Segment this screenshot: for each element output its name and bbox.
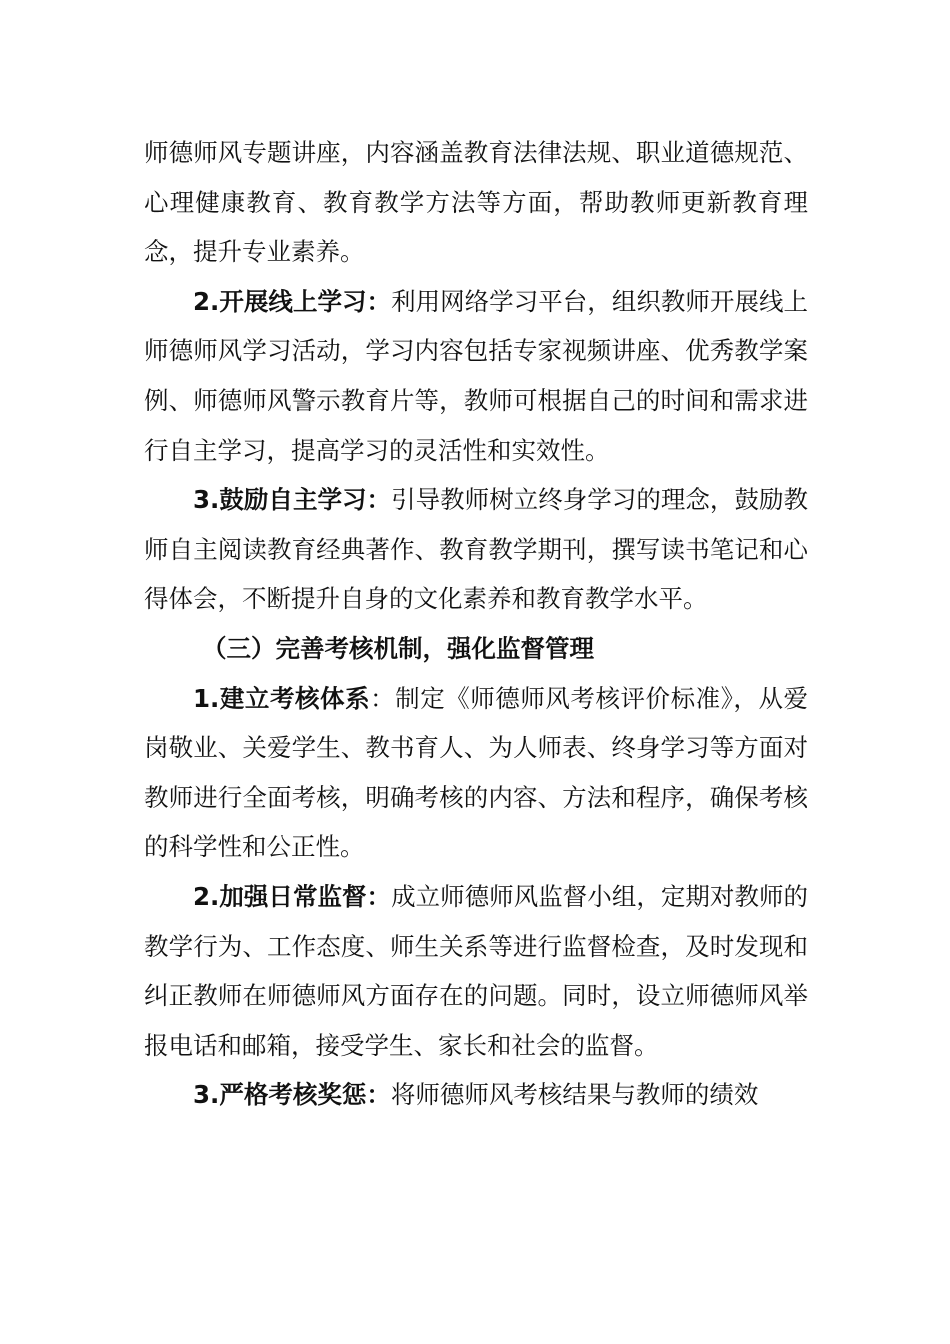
- paragraph-body: 将师德师风考核结果与教师的绩效: [390, 1080, 759, 1110]
- paragraph-body: 利用网络学习平台，组织教师开展线上师德师风学习活动，学习内容包括专家视频讲座、优秀教学案例、师德师风警示教育片等，教师可根据自己的时间和需求进行自主学习，提高学习的灵活性和实效性。: [144, 286, 809, 465]
- paragraph-body: 引导教师树立终身学习的理念，鼓励教师自主阅读教育经典著作、教育教学期刊，撰写读书笔记和心得体会，不断提升自身的文化素养和教育教学水平。: [144, 485, 809, 614]
- paragraph-lead: 2.加强日常监督：: [193, 881, 392, 911]
- paragraph-body: 师德师风专题讲座，内容涵盖教育法律法规、职业道德规范、心理健康教育、教育教学方法等方面，帮助教师更新教育理念，提升专业素养。: [144, 138, 808, 267]
- paragraph-body: ：制定《师德师风考核评价标准》，从爱岗敬业、关爱学生、教书育人、为人师表、终身学习等方面对教师进行全面考核，明确考核的内容、方法和程序，确保考核的科学性和公正性。: [144, 683, 809, 862]
- section-heading: （三）完善考核机制，强化监督管理: [202, 633, 594, 663]
- paragraph-online-learning: [144, 277, 808, 475]
- paragraph-assessment-system: [144, 674, 808, 872]
- paragraph-self-learning: [144, 475, 808, 624]
- paragraph-rewards-penalties: [144, 1070, 808, 1120]
- paragraph-lead: 2.开展线上学习：: [193, 286, 392, 316]
- paragraph-lead: 3.鼓励自主学习：: [193, 485, 392, 515]
- paragraph-lead: 3.严格考核奖惩：: [193, 1080, 391, 1110]
- paragraph-lead: 1.建立考核体系: [193, 683, 371, 713]
- paragraph-daily-supervision: [144, 872, 808, 1070]
- document-body: [144, 128, 808, 1120]
- paragraph-body: 成立师德师风监督小组，定期对教师的教学行为、工作态度、师生关系等进行监督检查，及时发现和纠正教师在师德师风方面存在的问题。同时，设立师德师风举报电话和邮箱，接受学生、家长和社会的监督。: [144, 881, 809, 1060]
- paragraph-lecture-continuation: [144, 128, 808, 277]
